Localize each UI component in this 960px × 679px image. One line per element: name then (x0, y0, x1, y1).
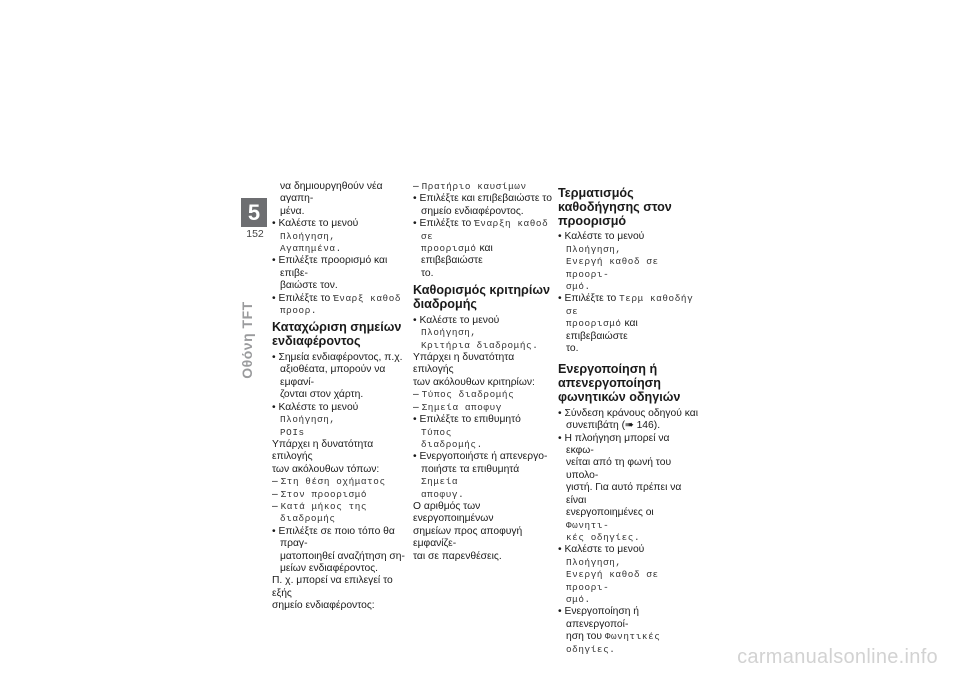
dash-item: – Τύπος διαδρομής (413, 389, 515, 401)
text-line: το. (421, 267, 434, 279)
menu-path: κές οδηγίες. (566, 531, 641, 543)
bullet-item: • Επιλέξτε το επιθυμητό Τύπος (413, 414, 521, 438)
bullet-item: • Καλέστε το μενού Πλοήγηση, (558, 231, 645, 255)
menu-path: Ενεργή καθοδ σε προορι- (566, 569, 659, 593)
paragraph: ται σε παρενθέσεις. (413, 550, 502, 562)
column-3 (558, 181, 698, 656)
bullet-item: • Καλέστε το μενού Πλοήγηση, (272, 218, 359, 242)
bullet-item: • Επιλέξτε σε ποιο τόπο θα πραγ- (272, 525, 395, 550)
watermark-footer: carmanualsonline.info (737, 646, 938, 668)
menu-path: προορ. (280, 305, 318, 317)
bullet-item: • Επιλέξτε το Έναρξ καθοδ (272, 292, 402, 304)
text-line: μείων ενδιαφέροντος. (280, 562, 379, 574)
text-line: αξιοθέατα, μπορούν να εμφανί- (280, 364, 386, 388)
bullet-item: • Επιλέξτε προορισμό και επιβε- (272, 255, 388, 279)
bullet-item: • Καλέστε το μενού Πλοήγηση, (272, 401, 359, 426)
bullet-item: • Επιλέξτε το Έναρξη καθοδ σε (413, 218, 549, 242)
menu-path: POIs (280, 426, 305, 438)
menu-path: διαδρομής. (421, 438, 483, 450)
section-heading: Καθορισμός κριτηρίων διαδρομής (413, 283, 550, 312)
bullet-item: • Σύνδεση κράνους οδηγού και (558, 407, 698, 419)
paragraph: Ο αριθμός των ενεργοποιημένων (413, 500, 494, 525)
bullet-item: • Επιλέξτε και επιβεβαιώστε το (413, 193, 552, 205)
text-line: ενεργοποιημένες οι Φωνητι- (566, 507, 654, 531)
column-1 (272, 181, 412, 613)
paragraph: των ακόλουθων κριτηρίων: (413, 376, 535, 388)
page-number: 152 (246, 228, 264, 240)
menu-path: Ενεργή καθοδ σε προορι- (566, 256, 659, 280)
dash-item: – Κατά μήκος της διαδρομής (272, 500, 368, 525)
text-line: μένα. (280, 205, 305, 217)
bullet-item: • Καλέστε το μενού Πλοήγηση, (413, 314, 500, 339)
text-line: ποιήστε τα επιθυμητά Σημεία (421, 463, 520, 488)
dash-item: – Σημεία αποφυγ (413, 401, 502, 413)
menu-path: σμό. (566, 593, 591, 605)
bullet-item: • Ενεργοποίηση ή απενεργοποί- (558, 606, 640, 630)
bullet-item: • Ενεργοποιήστε ή απενεργο- (413, 451, 548, 463)
paragraph: Π. χ. μπορεί να επιλεγεί το εξής (272, 575, 393, 599)
paragraph: σημείο ενδιαφέροντος: (272, 600, 375, 612)
menu-path: Αγαπημένα. (280, 243, 342, 255)
section-heading: Τερματισμός καθοδήγησης στον προορισμό (558, 186, 672, 228)
text-line: προορισμό και επιβεβαιώστε (566, 318, 638, 342)
bullet-item: • Καλέστε το μενού Πλοήγηση, (558, 544, 645, 568)
menu-path: αποφυγ. (421, 488, 465, 500)
text-line: ηση του Φωνητικές οδηγίες. (566, 631, 661, 655)
text-line: ζονται στον χάρτη. (280, 389, 364, 401)
text-line: το. (566, 343, 579, 355)
text-line: νείται από τη φωνή του υπολο- (566, 457, 672, 481)
menu-path: σμό. (566, 281, 591, 293)
bullet-item: • Σημεία ενδιαφέροντος, π.χ. (272, 352, 403, 364)
section-heading: Καταχώριση σημείων ενδιαφέροντος (272, 320, 402, 349)
text-line: σημείο ενδιαφέροντος. (421, 205, 524, 217)
section-heading: Ενεργοποίηση ή απενεργοποίηση φωνητικών οδηγιών (558, 362, 681, 405)
text-line: να δημιουργηθούν νέα αγαπη- (280, 181, 383, 205)
column-2 (413, 181, 553, 563)
bullet-item: • Η πλοήγηση μπορεί να εκφω- (558, 432, 670, 457)
paragraph: των ακόλουθων τόπων: (272, 463, 380, 475)
chapter-number-box: 5 (241, 198, 267, 227)
text-line: βαιώστε τον. (280, 280, 338, 292)
dash-item: – Στον προορισμό (272, 488, 368, 500)
chapter-side-title: Οθόνη TFT (239, 301, 255, 379)
dash-item: – Πρατήριο καυσίμων (413, 181, 527, 192)
text-line: γιστή. Για αυτό πρέπει να είναι (566, 482, 682, 506)
dash-item: – Στη θέση οχήματος (272, 476, 386, 488)
text-line: συνεπιβάτη (➠ 146). (566, 420, 661, 432)
text-line: προορισμό και επιβεβαιώστε (421, 243, 493, 267)
menu-path: Κριτήρια διαδρομής. (421, 339, 539, 351)
paragraph: Υπάρχει η δυνατότητα επιλογής (272, 438, 374, 463)
arrow-right-icon: ➠ (625, 420, 634, 432)
paragraph: Υπάρχει η δυνατότητα επιλογής (413, 352, 515, 376)
bullet-item: • Επιλέξτε το Τερμ καθοδήγ σε (558, 293, 694, 317)
paragraph: σημείων προς αποφυγή εμφανίζε- (413, 525, 523, 550)
text-line: ματοποιηθεί αναζήτηση ση- (280, 550, 405, 562)
